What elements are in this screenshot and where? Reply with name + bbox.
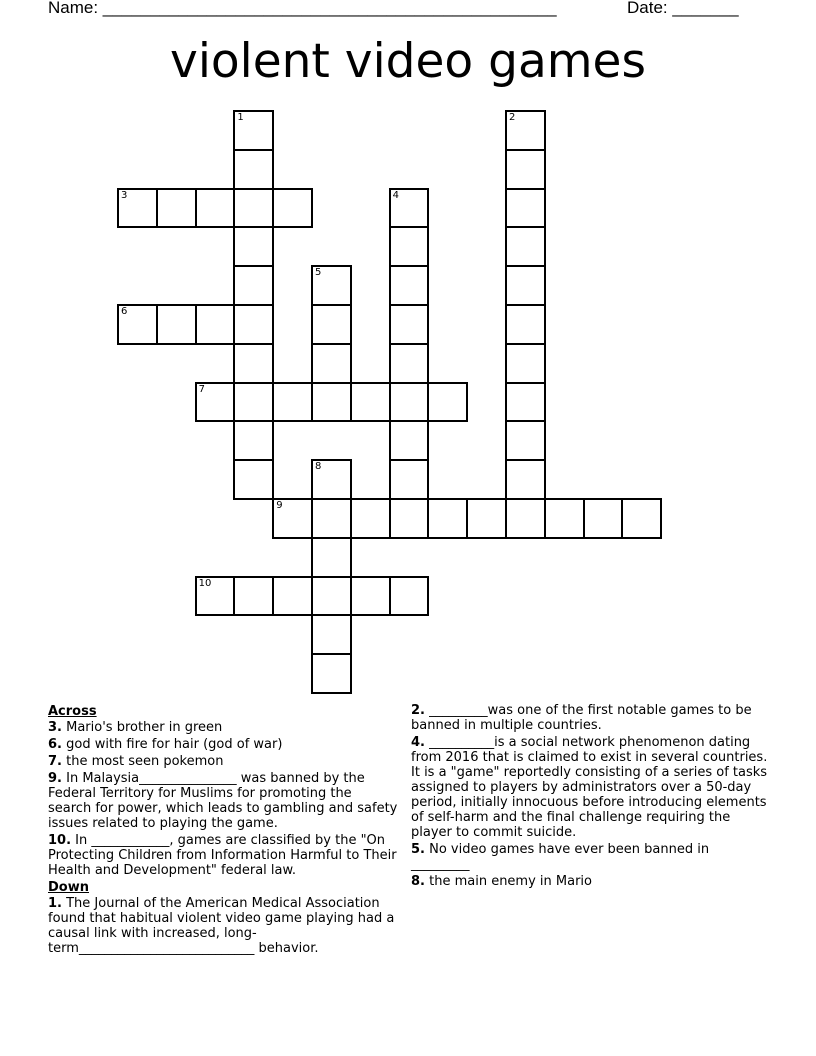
crossword-cell[interactable]: [389, 382, 430, 423]
crossword-cell[interactable]: [272, 576, 313, 617]
crossword-cell[interactable]: [233, 265, 274, 306]
crossword-cell[interactable]: [505, 382, 546, 423]
clue-across-3: [48, 720, 398, 735]
crossword-cell[interactable]: [233, 343, 274, 384]
cell-number: 4: [392, 189, 399, 201]
page-title: violent video games: [170, 34, 646, 89]
crossword-cell[interactable]: [544, 498, 585, 539]
crossword-cell[interactable]: [389, 420, 430, 461]
crossword-cell[interactable]: [389, 265, 430, 306]
crossword-cell[interactable]: [311, 265, 352, 306]
crossword-cell[interactable]: [389, 304, 430, 345]
clue-text: In Malaysia_______________ was banned by the Federal Territory for Muslims for promoting the search for power, which leads to gambling and safety issues related to playing the game.: [48, 771, 398, 831]
crossword-cell[interactable]: [233, 420, 274, 461]
crossword-cell[interactable]: [117, 304, 158, 345]
crossword-cell[interactable]: [505, 226, 546, 267]
crossword-cell[interactable]: [505, 149, 546, 190]
clue-text: _________was one of the first notable games to be banned in multiple countries.: [411, 703, 752, 733]
crossword-cell[interactable]: [195, 188, 236, 229]
crossword-cell[interactable]: [272, 382, 313, 423]
crossword-cell[interactable]: [505, 265, 546, 306]
cell-number: 1: [237, 112, 244, 123]
cell-number: 8: [315, 461, 322, 473]
crossword-cell[interactable]: [156, 304, 197, 345]
clue-across-9: [48, 771, 398, 831]
clue-number: 5.: [411, 842, 425, 857]
clue-text: In ____________, games are classified by the "On Protecting Children from Information Harmful to Their Health and Development" federal law.: [48, 833, 397, 878]
crossword-cell[interactable]: [505, 420, 546, 461]
crossword-cell[interactable]: [272, 498, 313, 539]
cell-number: 10: [198, 577, 212, 589]
crossword-cell[interactable]: [311, 304, 352, 345]
crossword-cell[interactable]: [233, 576, 274, 617]
crossword-cell[interactable]: [505, 304, 546, 345]
clue-text: god with fire for hair (god of war): [61, 737, 283, 752]
clue-number: 3.: [48, 720, 62, 735]
clue-text: No video games have ever been banned in _________: [411, 842, 710, 872]
clue-number: 4.: [411, 735, 425, 750]
crossword-cell[interactable]: [195, 382, 236, 423]
cell-number: 5: [315, 267, 322, 279]
crossword-cell[interactable]: [311, 459, 352, 500]
clue-text: Mario's brother in green: [61, 720, 223, 735]
clues-right-column: [411, 702, 771, 891]
crossword-cell[interactable]: [427, 382, 468, 423]
clue-number: 7.: [48, 754, 62, 769]
cell-number: 3: [121, 189, 128, 201]
crossword-cell[interactable]: [389, 498, 430, 539]
across-heading: Across: [48, 704, 97, 719]
clue-number: 8.: [411, 874, 425, 889]
clue-text: the main enemy in Mario: [424, 874, 592, 889]
clue-down-4: [411, 735, 771, 840]
clue-text: __________is a social network phenomenon dating from 2016 that is claimed to exist in several countries. It is a "game" reportedly consisting of a series of tasks assigned to players by administrators over a 50-day period, initially innocuous before introducing elements of self-harm and the final challenge requiring the player to commit suicide.: [411, 735, 768, 840]
crossword-cell[interactable]: [311, 343, 352, 384]
crossword-cell[interactable]: [466, 498, 507, 539]
crossword-cell[interactable]: [233, 110, 274, 151]
crossword-cell[interactable]: [505, 498, 546, 539]
crossword-cell[interactable]: [233, 188, 274, 229]
crossword-cell[interactable]: [311, 614, 352, 655]
clue-down-2: [411, 703, 771, 733]
crossword-cell[interactable]: [583, 498, 624, 539]
crossword-cell[interactable]: [350, 382, 391, 423]
clue-down-8: [411, 874, 771, 889]
cell-number: 9: [276, 500, 283, 511]
cell-number: 6: [121, 306, 128, 317]
clue-text: the most seen pokemon: [61, 754, 224, 769]
crossword-cell[interactable]: [117, 188, 158, 229]
crossword-cell[interactable]: [505, 188, 546, 229]
crossword-cell[interactable]: [195, 576, 236, 617]
crossword-cell[interactable]: [505, 459, 546, 500]
crossword-cell[interactable]: [350, 576, 391, 617]
crossword-cell[interactable]: [621, 498, 662, 539]
crossword-cell[interactable]: [233, 382, 274, 423]
clue-across-7: [48, 754, 398, 769]
down-heading: Down: [48, 880, 89, 895]
crossword-cell[interactable]: [233, 304, 274, 345]
clue-down-1: [48, 896, 398, 956]
crossword-cell[interactable]: [427, 498, 468, 539]
clue-number: 9.: [48, 771, 62, 786]
crossword-cell[interactable]: [389, 576, 430, 617]
clue-number: 10.: [48, 833, 72, 848]
clues-left-column: [48, 702, 398, 958]
cell-number: 7: [198, 383, 205, 395]
crossword-cell[interactable]: [389, 226, 430, 267]
cell-number: 2: [509, 112, 516, 123]
date-field-label: Date: _______: [627, 0, 739, 17]
crossword-cell[interactable]: [311, 498, 352, 539]
clue-number: 2.: [411, 703, 425, 718]
clue-across-10: [48, 833, 398, 878]
crossword-cell[interactable]: [311, 382, 352, 423]
crossword-cell[interactable]: [389, 188, 430, 229]
crossword-cell[interactable]: [389, 343, 430, 384]
crossword-cell[interactable]: [505, 110, 546, 151]
crossword-cell[interactable]: [505, 343, 546, 384]
crossword-cell[interactable]: [389, 459, 430, 500]
crossword-cell[interactable]: [156, 188, 197, 229]
crossword-cell[interactable]: [311, 537, 352, 578]
crossword-cell[interactable]: [195, 304, 236, 345]
clue-number: 6.: [48, 737, 62, 752]
name-field-label: Name: ________________________________________________: [48, 0, 557, 17]
crossword-cell[interactable]: [350, 498, 391, 539]
clue-text: The Journal of the American Medical Association found that habitual violent video game playing had a causal link with increased, long-term___________________________ behavior.: [48, 896, 395, 956]
clue-across-6: [48, 737, 398, 752]
crossword-cell[interactable]: [233, 226, 274, 267]
crossword-cell[interactable]: [311, 576, 352, 617]
clue-number: 1.: [48, 896, 62, 911]
clue-down-5: [411, 842, 771, 872]
crossword-cell[interactable]: [233, 459, 274, 500]
crossword-cell[interactable]: [272, 188, 313, 229]
crossword-cell[interactable]: [233, 149, 274, 190]
crossword-cell[interactable]: [311, 653, 352, 694]
